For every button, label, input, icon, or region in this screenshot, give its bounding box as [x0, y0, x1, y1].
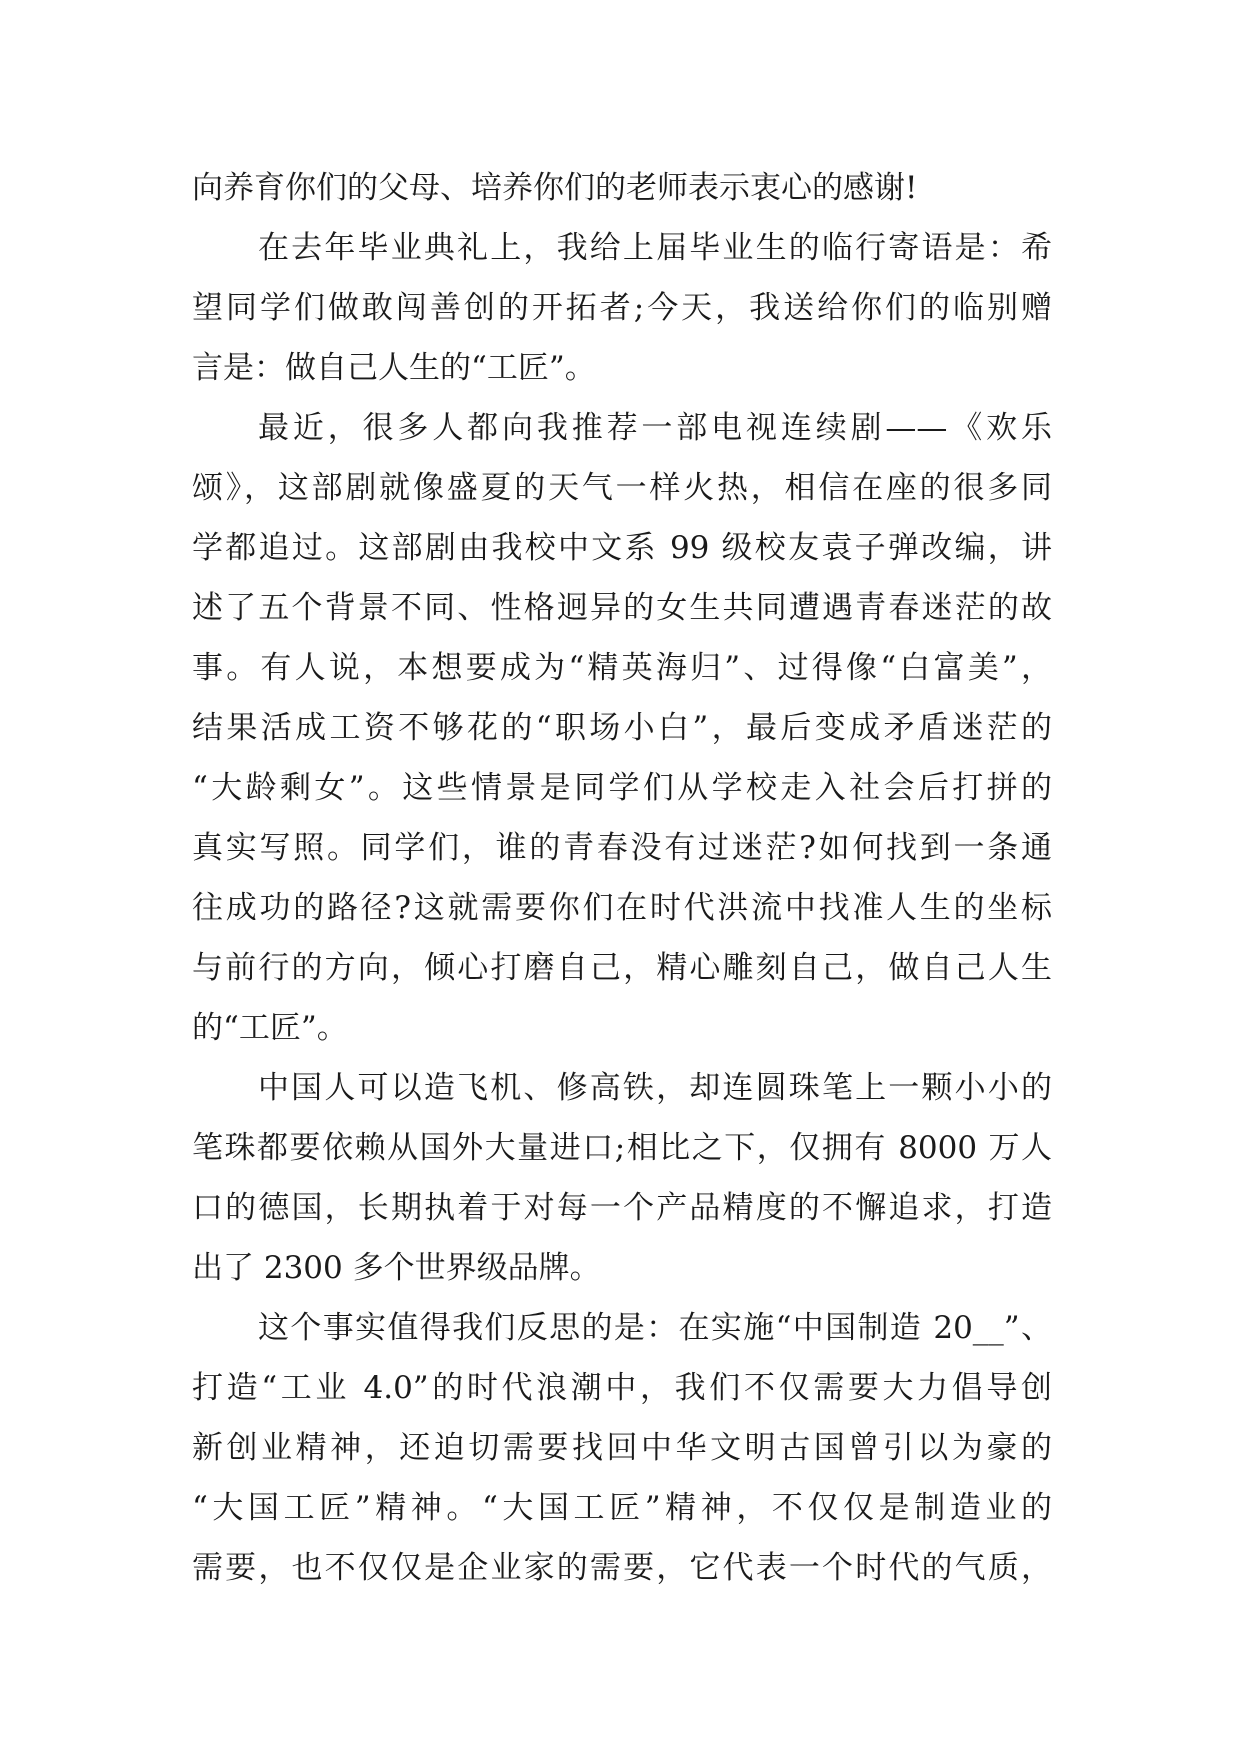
paragraph: [192, 158, 1052, 218]
text-line: 需要，也不仅仅是企业家的需要，它代表一个时代的气质，: [192, 1550, 1052, 1586]
text-line: 在去年毕业典礼上，我给上届毕业生的临行寄语是：希: [258, 230, 1052, 266]
text-line: 的“工匠”。: [192, 1010, 348, 1046]
text-line: 事。有人说，本想要成为“精英海归”、过得像“白富美”，: [192, 650, 1052, 686]
text-line: 颂》，这部剧就像盛夏的天气一样火热，相信在座的很多同: [192, 470, 1052, 506]
text-line: 言是：做自己人生的“工匠”。: [192, 350, 596, 386]
text-line: 向养育你们的父母、培养你们的老师表示衷心的感谢!: [192, 170, 918, 206]
text-line: 新创业精神，还迫切需要找回中华文明古国曾引以为豪的: [192, 1430, 1052, 1466]
text-line: “大龄剩女”。这些情景是同学们从学校走入社会后打拼的: [192, 770, 1052, 806]
paragraph: [192, 1058, 1052, 1298]
paragraph: [192, 218, 1052, 398]
text-line: 结果活成工资不够花的“职场小白”，最后变成矛盾迷茫的: [192, 710, 1052, 746]
text-line: 与前行的方向，倾心打磨自己，精心雕刻自己，做自己人生: [192, 950, 1052, 986]
text-line: 口的德国，长期执着于对每一个产品精度的不懈追求，打造: [192, 1190, 1052, 1226]
text-line: 出了 2300 多个世界级品牌。: [192, 1250, 601, 1286]
text-line: 真实写照。同学们，谁的青春没有过迷茫?如何找到一条通: [192, 830, 1052, 866]
text-line: 打造“工业 4.0”的时代浪潮中，我们不仅需要大力倡导创: [192, 1370, 1052, 1406]
text-line: 述了五个背景不同、性格迥异的女生共同遭遇青春迷茫的故: [192, 590, 1052, 626]
text-line: “大国工匠”精神。“大国工匠”精神，不仅仅是制造业的: [192, 1490, 1052, 1526]
text-line: 这个事实值得我们反思的是：在实施“中国制造 20__”、: [258, 1310, 1052, 1346]
text-line: 中国人可以造飞机、修高铁，却连圆珠笔上一颗小小的: [258, 1070, 1052, 1106]
text-line: 笔珠都要依赖从国外大量进口;相比之下，仅拥有 8000 万人: [192, 1130, 1052, 1166]
text-line: 望同学们做敢闯善创的开拓者;今天，我送给你们的临别赠: [192, 290, 1052, 326]
paragraph: [192, 398, 1052, 1058]
text-line: 学都追过。这部剧由我校中文系 99 级校友袁子弹改编，讲: [192, 530, 1052, 566]
text-line: 最近，很多人都向我推荐一部电视连续剧——《欢乐: [258, 410, 1052, 446]
document-body: [192, 158, 1052, 1598]
text-line: 往成功的路径?这就需要你们在时代洪流中找准人生的坐标: [192, 890, 1052, 926]
paragraph: [192, 1298, 1052, 1598]
